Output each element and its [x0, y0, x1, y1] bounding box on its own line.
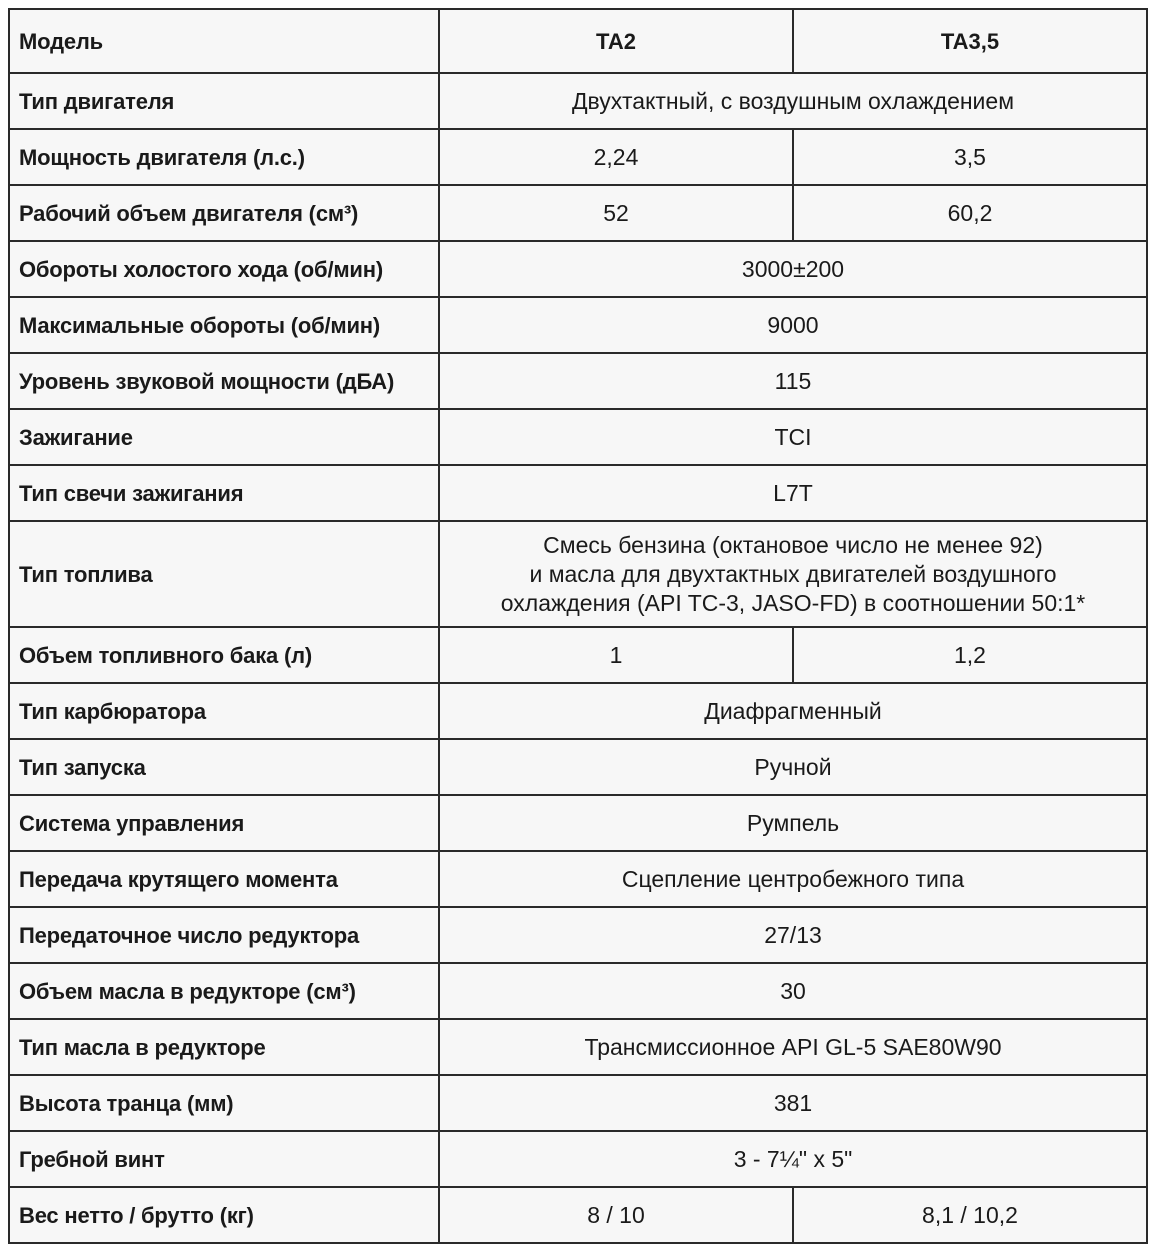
row-value: 27/13	[439, 907, 1147, 963]
row-value: L7T	[439, 465, 1147, 521]
row-value: 30	[439, 963, 1147, 1019]
row-value-ta35: 8,1 / 10,2	[793, 1187, 1147, 1243]
row-label: Рабочий объем двигателя (см³)	[9, 185, 439, 241]
table-row	[9, 1075, 1147, 1131]
fuel-line-2: и масла для двухтактных двигателей воздушного	[529, 560, 1057, 587]
row-value: Ручной	[439, 739, 1147, 795]
table-row	[9, 73, 1147, 129]
table-row	[9, 683, 1147, 739]
table-row	[9, 465, 1147, 521]
row-value-ta2: 1	[439, 627, 793, 683]
row-label: Мощность двигателя (л.с.)	[9, 129, 439, 185]
header-row	[9, 9, 1147, 73]
table-row	[9, 907, 1147, 963]
table-row	[9, 297, 1147, 353]
row-label: Уровень звуковой мощности (дБА)	[9, 353, 439, 409]
row-value: 9000	[439, 297, 1147, 353]
row-value: Сцепление центробежного типа	[439, 851, 1147, 907]
row-label: Вес нетто / брутто (кг)	[9, 1187, 439, 1243]
table-row	[9, 129, 1147, 185]
table-row	[9, 1019, 1147, 1075]
row-label: Передача крутящего момента	[9, 851, 439, 907]
row-value-ta2: 52	[439, 185, 793, 241]
table-row	[9, 409, 1147, 465]
row-value-ta2: 8 / 10	[439, 1187, 793, 1243]
row-label: Объем масла в редукторе (см³)	[9, 963, 439, 1019]
header-model-2: TA3,5	[793, 9, 1147, 73]
row-label: Тип запуска	[9, 739, 439, 795]
table-row	[9, 627, 1147, 683]
row-value: 3000±200	[439, 241, 1147, 297]
row-label: Система управления	[9, 795, 439, 851]
fuel-line-1: Смесь бензина (октановое число не менее 92)	[543, 531, 1043, 558]
row-label: Передаточное число редуктора	[9, 907, 439, 963]
row-value: 3 - 7¼" x 5"	[439, 1131, 1147, 1187]
table-row	[9, 1131, 1147, 1187]
table-row	[9, 1187, 1147, 1243]
row-value-ta35: 60,2	[793, 185, 1147, 241]
table-row	[9, 795, 1147, 851]
row-value-fuel	[439, 521, 1147, 627]
row-label: Зажигание	[9, 409, 439, 465]
row-value-ta35: 1,2	[793, 627, 1147, 683]
table-row	[9, 851, 1147, 907]
table-row	[9, 739, 1147, 795]
row-label: Максимальные обороты (об/мин)	[9, 297, 439, 353]
row-value: 381	[439, 1075, 1147, 1131]
row-value: Диафрагменный	[439, 683, 1147, 739]
row-label: Объем топливного бака (л)	[9, 627, 439, 683]
fuel-line-3: охлаждения (API TC-3, JASO-FD) в соотношении 50:1*	[500, 589, 1086, 616]
row-label: Высота транца (мм)	[9, 1075, 439, 1131]
table-row	[9, 521, 1147, 627]
row-label: Обороты холостого хода (об/мин)	[9, 241, 439, 297]
row-label: Тип двигателя	[9, 73, 439, 129]
table-row	[9, 241, 1147, 297]
header-label: Модель	[9, 9, 439, 73]
row-value: TCI	[439, 409, 1147, 465]
row-value: Румпель	[439, 795, 1147, 851]
row-value: Трансмиссионное API GL-5 SAE80W90	[439, 1019, 1147, 1075]
table-row	[9, 963, 1147, 1019]
row-label: Тип карбюратора	[9, 683, 439, 739]
row-label: Тип топлива	[9, 521, 439, 627]
row-label: Гребной винт	[9, 1131, 439, 1187]
row-value: 115	[439, 353, 1147, 409]
table-row	[9, 353, 1147, 409]
row-label: Тип масла в редукторе	[9, 1019, 439, 1075]
row-value-ta2: 2,24	[439, 129, 793, 185]
header-model-1: TA2	[439, 9, 793, 73]
table-row	[9, 185, 1147, 241]
spec-table	[8, 8, 1148, 1244]
row-value: Двухтактный, с воздушным охлаждением	[439, 73, 1147, 129]
row-value-ta35: 3,5	[793, 129, 1147, 185]
row-label: Тип свечи зажигания	[9, 465, 439, 521]
